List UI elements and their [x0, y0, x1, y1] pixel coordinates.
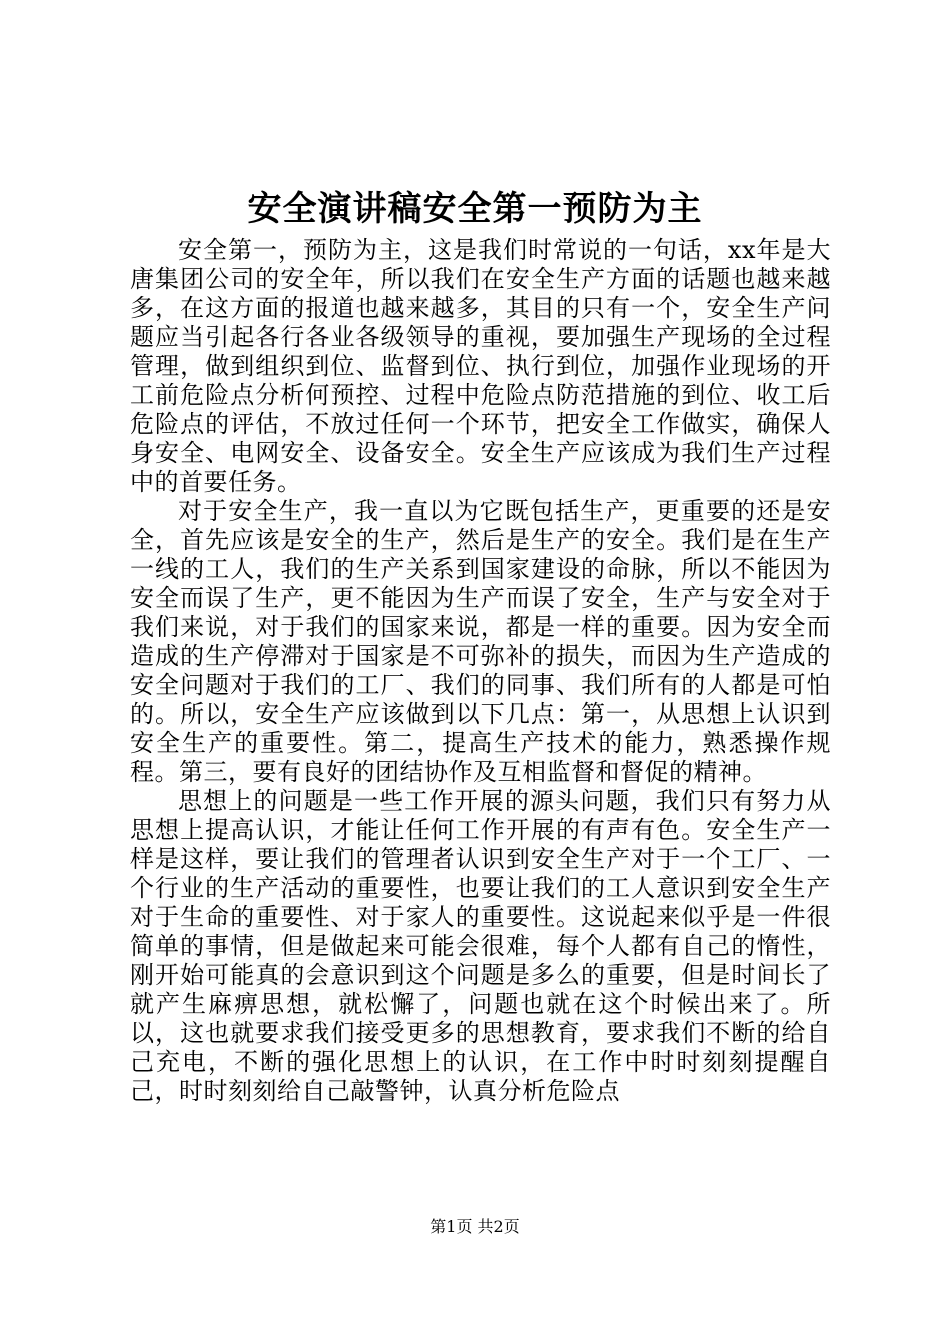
paragraph-1: 安全第一，预防为主，这是我们时常说的一句话，xx年是大唐集团公司的安全年，所以我们在安全生产方面的话题也越来越多，在这方面的报道也越来越多，其目的只有一个，安全生产问题应当引起各行各业各级领导的重视，要加强生产现场的全过程管理，做到组织到位、监督到位、执行到位，加强作业现场的开工前危险点分析何预控、过程中危险点防范措施的到位、收工后危险点的评估，不放过任何一个环节，把安全工作做实，确保人身安全、电网安全、设备安全。安全生产应该成为我们生产过程中的首要任务。 — [130, 236, 831, 496]
document-body — [130, 236, 831, 1106]
paragraph-2: 对于安全生产，我一直以为它既包括生产，更重要的还是安全，首先应该是安全的生产，然后是生产的安全。我们是在生产一线的工人，我们的生产关系到国家建设的命脉，所以不能因为安全而误了生产，更不能因为生产而误了安全，生产与安全对于我们来说，对于我们的国家来说，都是一样的重要。因为安全而造成的生产停滞对于国家是不可弥补的损失，而因为生产造成的安全问题对于我们的工厂、我们的同事、我们所有的人都是可怕的。所以，安全生产应该做到以下几点：第一，从思想上认识到安全生产的重要性。第二，提高生产技术的能力，熟悉操作规程。第三，要有良好的团结协作及互相监督和督促的精神。 — [130, 497, 831, 786]
page-number-footer: 第1页 共2页 — [430, 1217, 520, 1236]
document-title: 安全演讲稿安全第一预防为主 — [247, 189, 703, 229]
paragraph-3: 思想上的问题是一些工作开展的源头问题，我们只有努力从思想上提高认识，才能让任何工作开展的有声有色。安全生产一样是这样，要让我们的管理者认识到安全生产对于一个工厂、一个行业的生产活动的重要性，也要让我们的工人意识到安全生产对于生命的重要性、对于家人的重要性。这说起来似乎是一件很简单的事情，但是做起来可能会很难，每个人都有自己的惰性，刚开始可能真的会意识到这个问题是多么的重要，但是时间长了就产生麻痹思想，就松懈了，问题也就在这个时候出来了。所以，这也就要求我们接受更多的思想教育，要求我们不断的给自己充电，不断的强化思想上的认识，在工作中时时刻刻提醒自己，时时刻刻给自己敲警钟，认真分析危险点 — [130, 787, 831, 1105]
